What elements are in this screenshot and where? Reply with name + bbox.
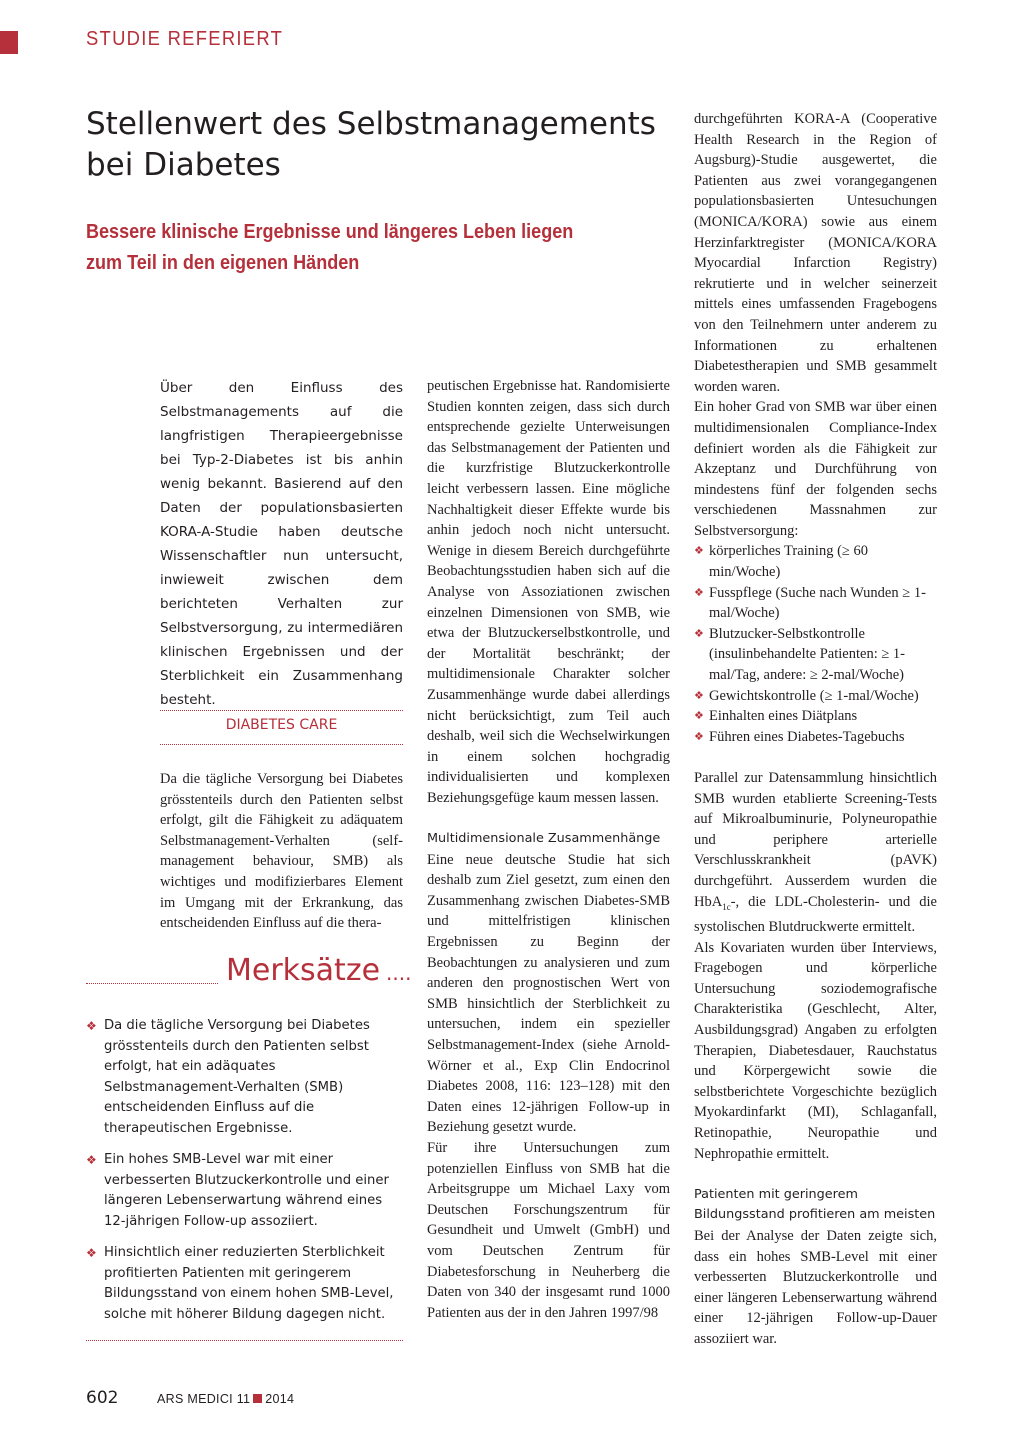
- section-label: STUDIE REFERIERT: [86, 28, 284, 50]
- divider-top: [160, 710, 403, 711]
- diamond-bullet-icon: ❖: [86, 1019, 97, 1033]
- list-item: ❖ Da die tägliche Versorgung bei Diabetes grösstenteils durch den Patienten selbst erfolgt, hat ein adäquates Selbstmanagement-Verhalten (SMB) entscheidenden Einfluss auf die therapeutischen Ergebnisse.: [86, 1018, 370, 1136]
- body-paragraph: Als Kovariaten wurden über Interviews, Fragebogen und körperliche Untersuchung soziodemografische Charakteristika (Geschlecht, Alter, Ausbildungsgrad) Angaben zu erfolgten Therapien, Diabetesdauer, Rauchstatus und Körpergewicht sowie die selbstberichtete Vorgeschichte bezüglich Myokardinfarkt (MI), Schlaganfall, Retinopathie, Neuropathie und Nephropathie ermittelt.: [694, 939, 937, 1162]
- diamond-bullet-icon: ❖: [694, 730, 704, 743]
- list-item: ❖ Führen eines Diabetes-Tagebuchs: [694, 727, 937, 748]
- divider-bottom: [160, 744, 403, 745]
- list-item: ❖ Gewichtskontrolle (≥ 1-mal/Woche): [694, 686, 937, 707]
- merksaetze-divider-left: [86, 983, 218, 984]
- body-paragraph: Parallel zur Datensammlung hinsichtlich SMB wurden etablierte Screening-Tests auf Mikroalbuminurie, Polyneuropathie und periphere arterielle Verschlusskrankheit (pAVK) durchgeführt. Ausserdem wurden die HbA$_{1c}$-, die LDL-Cholesterin- und die systolischen Blutdruckwerte ermittelt.: [694, 770, 937, 936]
- diamond-bullet-icon: ❖: [694, 627, 704, 640]
- list-item: ❖ Blutzucker-Selbstkontrolle (insulinbehandelte Patienten: ≥ 1-mal/Tag, andere: ≥ 2-mal/Woche): [694, 625, 906, 684]
- list-item: ❖ körperliches Training (≥ 60 min/Woche): [694, 543, 868, 581]
- body-paragraph: peutischen Ergebnisse hat. Randomisierte Studien konnten zeigen, dass sich durch entsprechende gezielte Unterweisungen das Selbstmanagement der Patienten und die kurzfristige Blutzuckerkontrolle leicht verbessern lassen. Eine mögliche Nachhaltigkeit dieser Effekte wurde bis anhin jedoch noch nicht untersucht. Wenige in diesem Bereich durchgeführte Beobachtungsstudien haben sich auf die Analyse von Assoziationen zwischen einzelnen Dimensionen von SMB, wie etwa der Blutzuckerselbstkontrolle, und der Mortalität beschränkt; der multidimensionale Charakter solcher Zusammenhänge wurde dabei allerdings nicht berücksichtigt, zum Teil auch deshalb, weil sich die Wechselwirkungen in einem solchen hochgradig individualisierten und komplexen Beziehungsgefüge kaum messen lassen.: [427, 378, 670, 806]
- criteria-list: [694, 541, 937, 747]
- section-heading: Patienten mit geringerem Bildungsstand profitieren am meisten: [694, 1186, 936, 1223]
- diamond-bullet-icon: ❖: [694, 545, 704, 558]
- article-subtitle: Bessere klinische Ergebnisse und längeres Leben liegen zum Teil in den eigenen Händen: [86, 220, 574, 274]
- list-item: ❖ Hinsichtlich einer reduzierten Sterblichkeit profitierten Patienten mit geringerem Bildungsstand von einem hohen SMB-Level, solche mit höherer Bildung dagegen nicht.: [86, 1245, 394, 1322]
- column-3: [694, 109, 937, 1350]
- page-number: 602: [86, 1388, 119, 1408]
- column-2: [427, 376, 670, 1323]
- list-item: ❖ Fusspflege (Suche nach Wunden ≥ 1-mal/Woche): [694, 584, 926, 622]
- section-heading: Multidimensionale Zusammenhänge: [427, 831, 661, 847]
- body-paragraph: durchgeführten KORA-A (Cooperative Health Research in the Region of Augsburg)-Studie ausgewertet, die Patienten aus zwei vorangegangenen populationsbasierten Untesuchungen (MONICA/KORA) sowie aus einem Herzinfarktregister (MONICA/KORA Myocardial Infarction Registry) rekrutierte und in welcher seinerzeit mittels eines umfassenden Fragebogens von den Teilnehmern unter anderem zu Informationen zu erhaltenen Diabetestherapien und SMB gesammelt worden waren.: [694, 111, 937, 395]
- list-item: ❖ Ein hohes SMB-Level war mit einer verbesserten Blutzuckerkontrolle und einer längeren Lebenserwartung während eines 12-jährigen Follow-up assoziiert.: [86, 1152, 389, 1229]
- merksaetze-list: [86, 1016, 403, 1336]
- diamond-bullet-icon: ❖: [694, 586, 704, 599]
- list-item: ❖ Einhalten eines Diätplans: [694, 706, 937, 727]
- journal-info: ARS MEDICI 11 2014: [157, 1392, 295, 1406]
- diamond-bullet-icon: ❖: [86, 1153, 97, 1167]
- body-paragraph: Ein hoher Grad von SMB war über einen multidimensionalen Compliance-Index definiert worden als die Fähigkeit zur Akzeptanz und Durchführung von mindestens fünf der folgenden sechs verschiedenen Massnahmen zur Selbstversorgung:: [694, 399, 937, 539]
- body-paragraph: Bei der Analyse der Daten zeigte sich, dass ein hohes SMB-Level mit einer verbesserten Blutzuckerkontrolle und einer längeren Lebenserwartung während einer 12-jährigen Follow-up-Dauer assoziiert war.: [694, 1227, 937, 1347]
- source-label: DIABETES CARE: [225, 717, 338, 733]
- body-paragraph: Für ihre Untersuchungen zum potenziellen Einfluss von SMB hat die Arbeitsgruppe um Michael Laxy vom Deutschen Forschungszentrum für Gesundheit und Umwelt (GmbH) und vom Deutschen Zentrum für Diabetesforschung in Neuherberg die Daten von 340 der insgesamt rund 1000 Patienten aus der in den Jahren 1997/98: [427, 1139, 670, 1321]
- column-1: [160, 769, 403, 934]
- body-paragraph: Da die tägliche Versorgung bei Diabetes grösstenteils durch den Patienten selbst erfolgt, gilt die Fähigkeit zu adäquatem Selbstmanagement-Verhalten (self-management behaviour, SMB) als wichtiges und modifizierbares Element im Umgang mit der Erkrankung, das entscheidenden Einfluss auf die thera-: [160, 771, 403, 932]
- article-lead: Über den Einfluss des Selbstmanagements auf die langfristigen Therapieergebnisse bei Typ-2-Diabetes ist bis anhin wenig bekannt. Basierend auf den Daten der populationsbasierten KORA-A-Studie haben deutsche Wissenschaftler nun untersucht, inwieweit zwischen dem berichteten Verhalten zur Selbstversorgung, zu intermediären klinischen Ergebnissen und der Sterblichkeit ein Zusammenhang besteht.: [160, 380, 403, 708]
- section-marker-square: [0, 31, 18, 54]
- diamond-bullet-icon: ❖: [694, 710, 704, 723]
- merksaetze-divider-bottom: [86, 1340, 403, 1341]
- merksaetze-title: Merksätze ....: [226, 953, 412, 988]
- article-title: Stellenwert des Selbstmanagements bei Diabetes: [86, 106, 656, 183]
- dot-leader: ....: [386, 961, 412, 985]
- diamond-bullet-icon: ❖: [694, 689, 704, 702]
- body-paragraph: Eine neue deutsche Studie hat sich deshalb zum Ziel gesetzt, zum einen den Zusammenhang zwischen Diabetes-SMB und mittelfristigen klinischen Ergebnissen zu Beginn der Beobachtungen zu analysieren und zum anderen den prognostischen Wert von SMB hinsichtlich der Sterblichkeit zu untersuchen, indem ein spezieller Selbstmanagement-Index (siehe Arnold-Wörner et al., Exp Clin Endocrinol Diabetes 2008, 116: 123–128) mit den Daten eines 12-jährigen Follow-up in Beziehung gesetzt wurde.: [427, 851, 670, 1136]
- separator-square: [253, 1394, 262, 1403]
- diamond-bullet-icon: ❖: [86, 1246, 97, 1260]
